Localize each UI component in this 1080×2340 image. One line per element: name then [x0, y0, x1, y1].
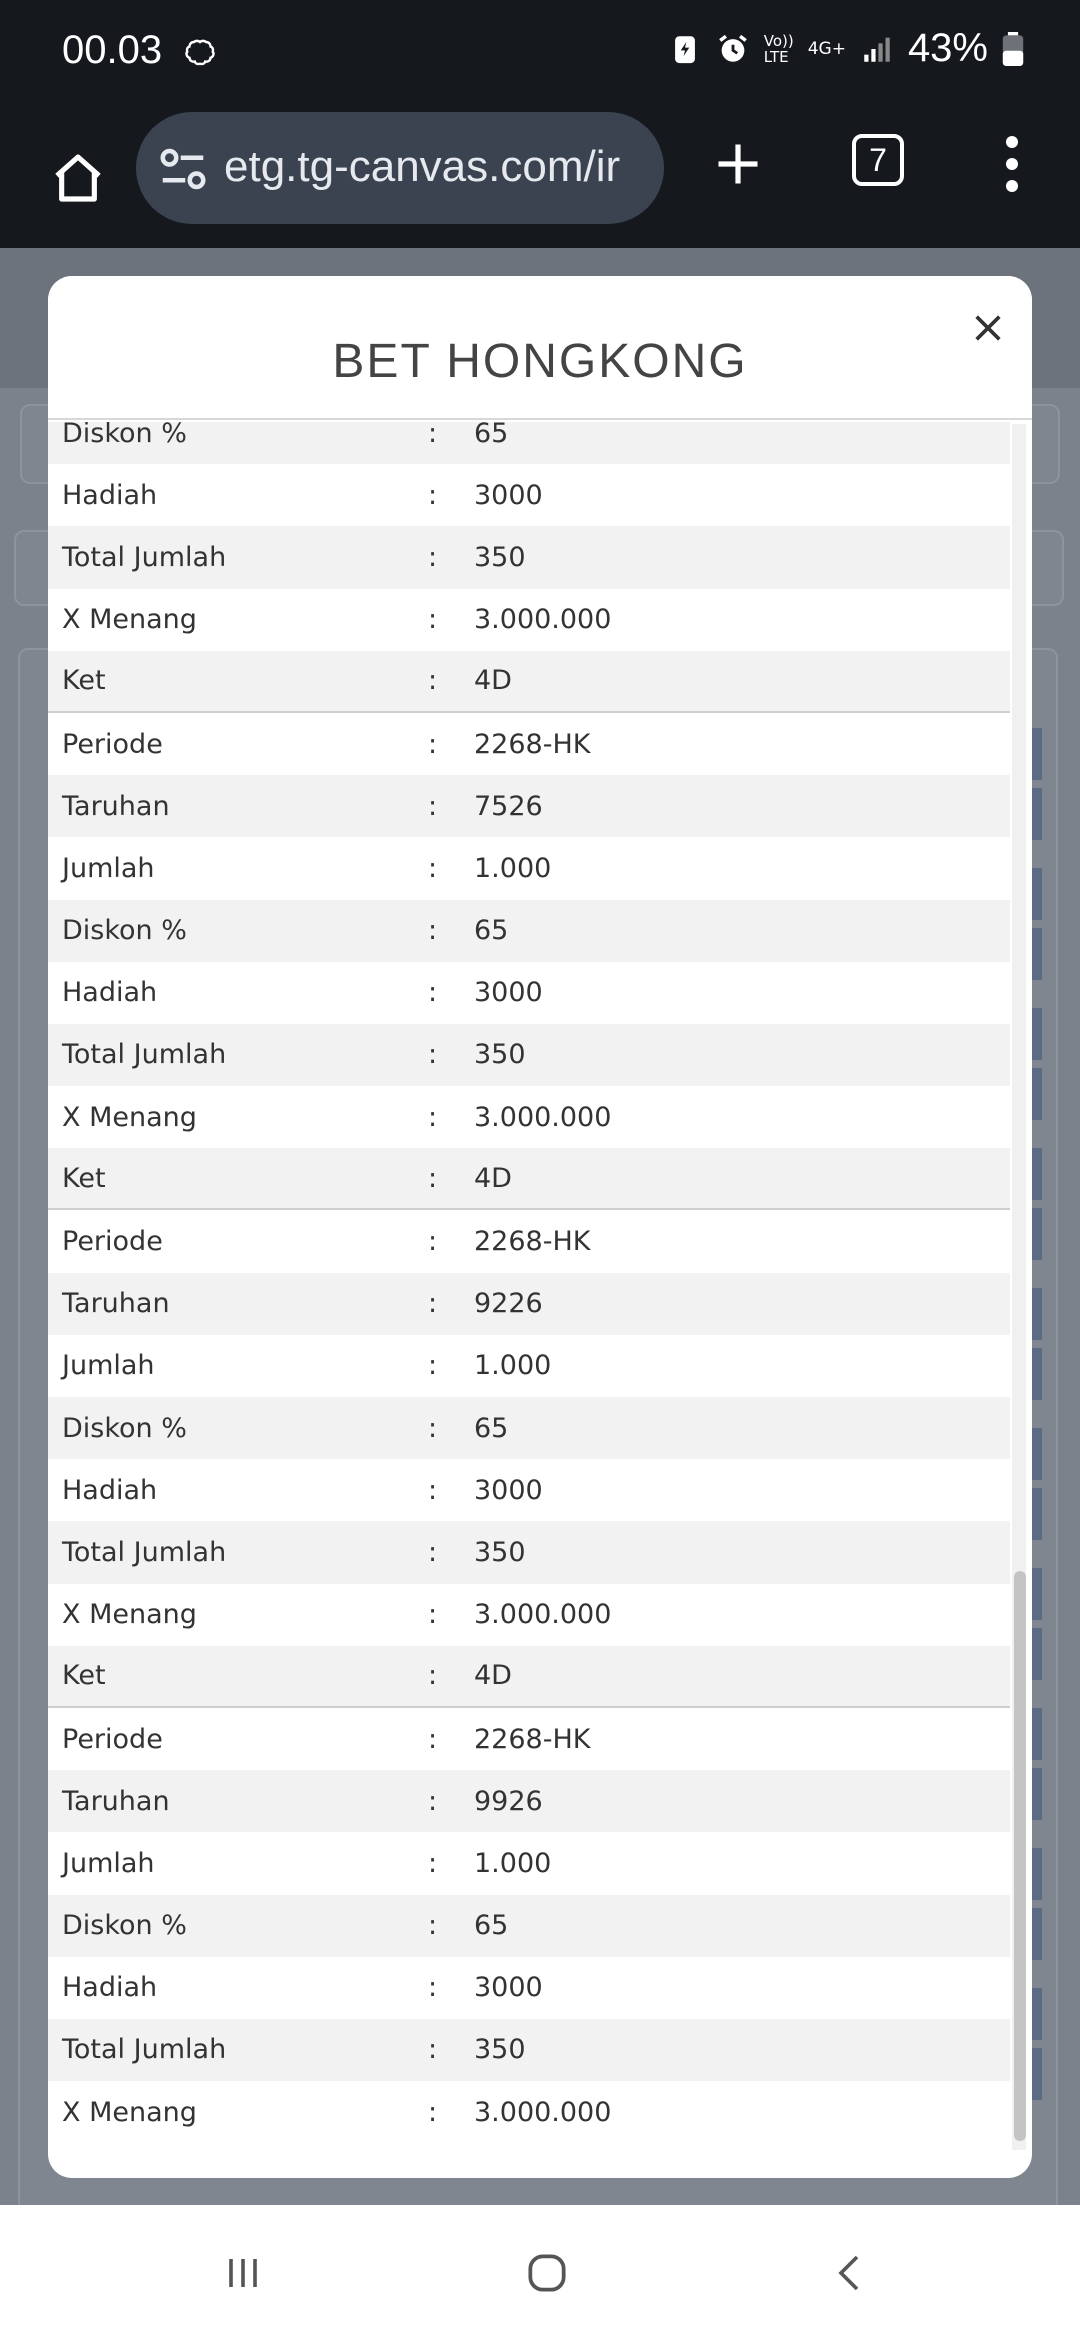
more-menu-button[interactable] — [994, 122, 1030, 206]
detail-label: Total Jumlah — [62, 1536, 227, 1568]
site-settings-icon[interactable] — [156, 142, 210, 196]
detail-row — [48, 651, 1010, 713]
detail-value: 350 — [474, 541, 526, 573]
detail-separator: : — [428, 2096, 438, 2128]
detail-separator: : — [428, 1723, 438, 1755]
detail-value: 350 — [474, 1536, 526, 1568]
detail-label: Periode — [62, 1723, 163, 1755]
detail-value: 3000 — [474, 977, 543, 1009]
browser-toolbar — [0, 110, 1080, 248]
detail-separator: : — [428, 665, 438, 697]
detail-separator: : — [428, 790, 438, 822]
status-icons — [668, 26, 1024, 71]
recent-apps-icon — [219, 2249, 267, 2297]
detail-row — [48, 1957, 1010, 2019]
detail-separator: : — [428, 1162, 438, 1194]
menu-dot — [1006, 136, 1018, 148]
detail-label: Jumlah — [62, 1847, 155, 1879]
detail-value: 4D — [474, 665, 512, 697]
detail-label: Hadiah — [62, 1972, 158, 2004]
detail-value: 9926 — [474, 1785, 543, 1817]
detail-row — [48, 1024, 1010, 1086]
detail-separator: : — [428, 977, 438, 1009]
detail-separator: : — [428, 1350, 438, 1382]
detail-separator: : — [428, 1412, 438, 1444]
status-bar — [0, 0, 1080, 110]
detail-value: 2268-HK — [474, 728, 591, 760]
detail-row — [48, 713, 1010, 775]
detail-value: 65 — [474, 1412, 509, 1444]
detail-separator: : — [428, 1785, 438, 1817]
detail-label: Total Jumlah — [62, 1039, 227, 1071]
detail-separator: : — [428, 1910, 438, 1942]
modal-body[interactable] — [48, 422, 1010, 2152]
detail-separator: : — [428, 915, 438, 947]
detail-row — [48, 589, 1010, 651]
detail-separator: : — [428, 479, 438, 511]
detail-value: 1.000 — [474, 1847, 552, 1879]
detail-row — [48, 1832, 1010, 1894]
detail-value: 3000 — [474, 479, 543, 511]
detail-label: Jumlah — [62, 852, 155, 884]
menu-dot — [1006, 158, 1018, 170]
detail-separator: : — [428, 1474, 438, 1506]
tab-switcher-button[interactable]: 7 — [852, 134, 904, 186]
address-bar[interactable] — [136, 112, 664, 224]
detail-value: 4D — [474, 1162, 512, 1194]
detail-label: Taruhan — [62, 790, 170, 822]
detail-label: Ket — [62, 1660, 106, 1692]
system-nav-bar — [0, 2205, 1080, 2340]
detail-label: Diskon % — [62, 422, 187, 449]
detail-row — [48, 526, 1010, 588]
modal-title: BET HONGKONG — [332, 335, 748, 388]
detail-separator: : — [428, 728, 438, 760]
detail-label: Total Jumlah — [62, 541, 227, 573]
detail-row — [48, 1646, 1010, 1708]
detail-value: 7526 — [474, 790, 543, 822]
detail-row — [48, 1210, 1010, 1272]
url-text: etg.tg-canvas.com/ir — [224, 142, 621, 191]
detail-label: Hadiah — [62, 479, 158, 511]
detail-label: X Menang — [62, 1101, 197, 1133]
detail-label: Diskon % — [62, 1412, 187, 1444]
detail-row — [48, 1086, 1010, 1148]
lte-label: LTE — [763, 47, 789, 66]
detail-value: 3.000.000 — [474, 1101, 612, 1133]
detail-label: Total Jumlah — [62, 2034, 227, 2066]
detail-value: 3.000.000 — [474, 2096, 612, 2128]
volte-indicator — [764, 33, 794, 65]
home-nav-icon — [522, 2248, 572, 2298]
detail-row — [48, 422, 1010, 464]
detail-value: 1.000 — [474, 1350, 552, 1382]
detail-row — [48, 1273, 1010, 1335]
detail-value: 3000 — [474, 1972, 543, 2004]
detail-label: Taruhan — [62, 1288, 170, 1320]
detail-row — [48, 900, 1010, 962]
detail-value: 9226 — [474, 1288, 543, 1320]
detail-label: X Menang — [62, 604, 197, 636]
battery-icon — [1002, 32, 1024, 66]
detail-row — [48, 1521, 1010, 1583]
detail-separator: : — [428, 1039, 438, 1071]
detail-row — [48, 775, 1010, 837]
detail-value: 65 — [474, 915, 509, 947]
detail-separator: : — [428, 1660, 438, 1692]
detail-label: Periode — [62, 728, 163, 760]
detail-separator: : — [428, 541, 438, 573]
detail-separator: : — [428, 852, 438, 884]
detail-label: Hadiah — [62, 1474, 158, 1506]
detail-label: X Menang — [62, 2096, 197, 2128]
detail-separator: : — [428, 1288, 438, 1320]
detail-value: 350 — [474, 1039, 526, 1071]
detail-label: Diskon % — [62, 915, 187, 947]
detail-label: Ket — [62, 1162, 106, 1194]
back-button[interactable] — [816, 2241, 886, 2305]
detail-value: 4D — [474, 1660, 512, 1692]
detail-value: 350 — [474, 2034, 526, 2066]
menu-dot — [1006, 180, 1018, 192]
detail-row — [48, 1895, 1010, 1957]
home-button[interactable] — [36, 136, 120, 220]
home-icon — [50, 150, 106, 206]
detail-row — [48, 1459, 1010, 1521]
detail-label: Ket — [62, 665, 106, 697]
close-icon — [971, 311, 1005, 345]
detail-value: 3.000.000 — [474, 1599, 612, 1631]
battery-saver-icon — [668, 32, 702, 66]
alarm-icon — [716, 32, 750, 66]
detail-row — [48, 2081, 1010, 2143]
detail-value: 65 — [474, 1910, 509, 1942]
scrollbar-thumb[interactable] — [1014, 1571, 1026, 2141]
detail-value: 3.000.000 — [474, 604, 612, 636]
detail-value: 3000 — [474, 1474, 543, 1506]
bet-detail-modal — [48, 276, 1032, 2178]
volte-label: Vo)) — [763, 31, 794, 50]
plus-icon — [712, 138, 764, 190]
detail-value: 2268-HK — [474, 1723, 591, 1755]
brain-icon — [182, 36, 218, 80]
detail-separator: : — [428, 1972, 438, 2004]
detail-value: 65 — [474, 422, 509, 449]
home-nav-button[interactable] — [512, 2241, 582, 2305]
detail-row — [48, 464, 1010, 526]
modal-header — [48, 276, 1032, 420]
detail-label: Periode — [62, 1226, 163, 1258]
network-type: 4G+ — [807, 38, 846, 59]
detail-label: Taruhan — [62, 1785, 170, 1817]
detail-row — [48, 837, 1010, 899]
detail-separator: : — [428, 604, 438, 636]
detail-separator: : — [428, 1101, 438, 1133]
detail-value: 1.000 — [474, 852, 552, 884]
detail-label: Diskon % — [62, 1910, 187, 1942]
bet-detail-list — [48, 422, 1010, 2143]
new-tab-button[interactable] — [700, 126, 776, 202]
detail-separator: : — [428, 422, 438, 449]
detail-label: Hadiah — [62, 977, 158, 1009]
detail-separator: : — [428, 1847, 438, 1879]
close-button[interactable] — [966, 306, 1010, 350]
detail-row — [48, 1584, 1010, 1646]
signal-icon — [860, 32, 894, 66]
detail-label: Jumlah — [62, 1350, 155, 1382]
detail-value: 2268-HK — [474, 1226, 591, 1258]
recent-apps-button[interactable] — [208, 2241, 278, 2305]
detail-separator: : — [428, 2034, 438, 2066]
detail-row — [48, 2019, 1010, 2081]
detail-row — [48, 1335, 1010, 1397]
detail-row — [48, 1770, 1010, 1832]
detail-row — [48, 1397, 1010, 1459]
detail-label: X Menang — [62, 1599, 197, 1631]
detail-row — [48, 962, 1010, 1024]
detail-separator: : — [428, 1536, 438, 1568]
back-icon — [827, 2249, 875, 2297]
detail-row — [48, 1148, 1010, 1210]
status-time: 00.03 — [62, 28, 163, 72]
detail-row — [48, 1708, 1010, 1770]
detail-separator: : — [428, 1226, 438, 1258]
detail-separator: : — [428, 1599, 438, 1631]
battery-percentage: 43% — [907, 26, 988, 70]
